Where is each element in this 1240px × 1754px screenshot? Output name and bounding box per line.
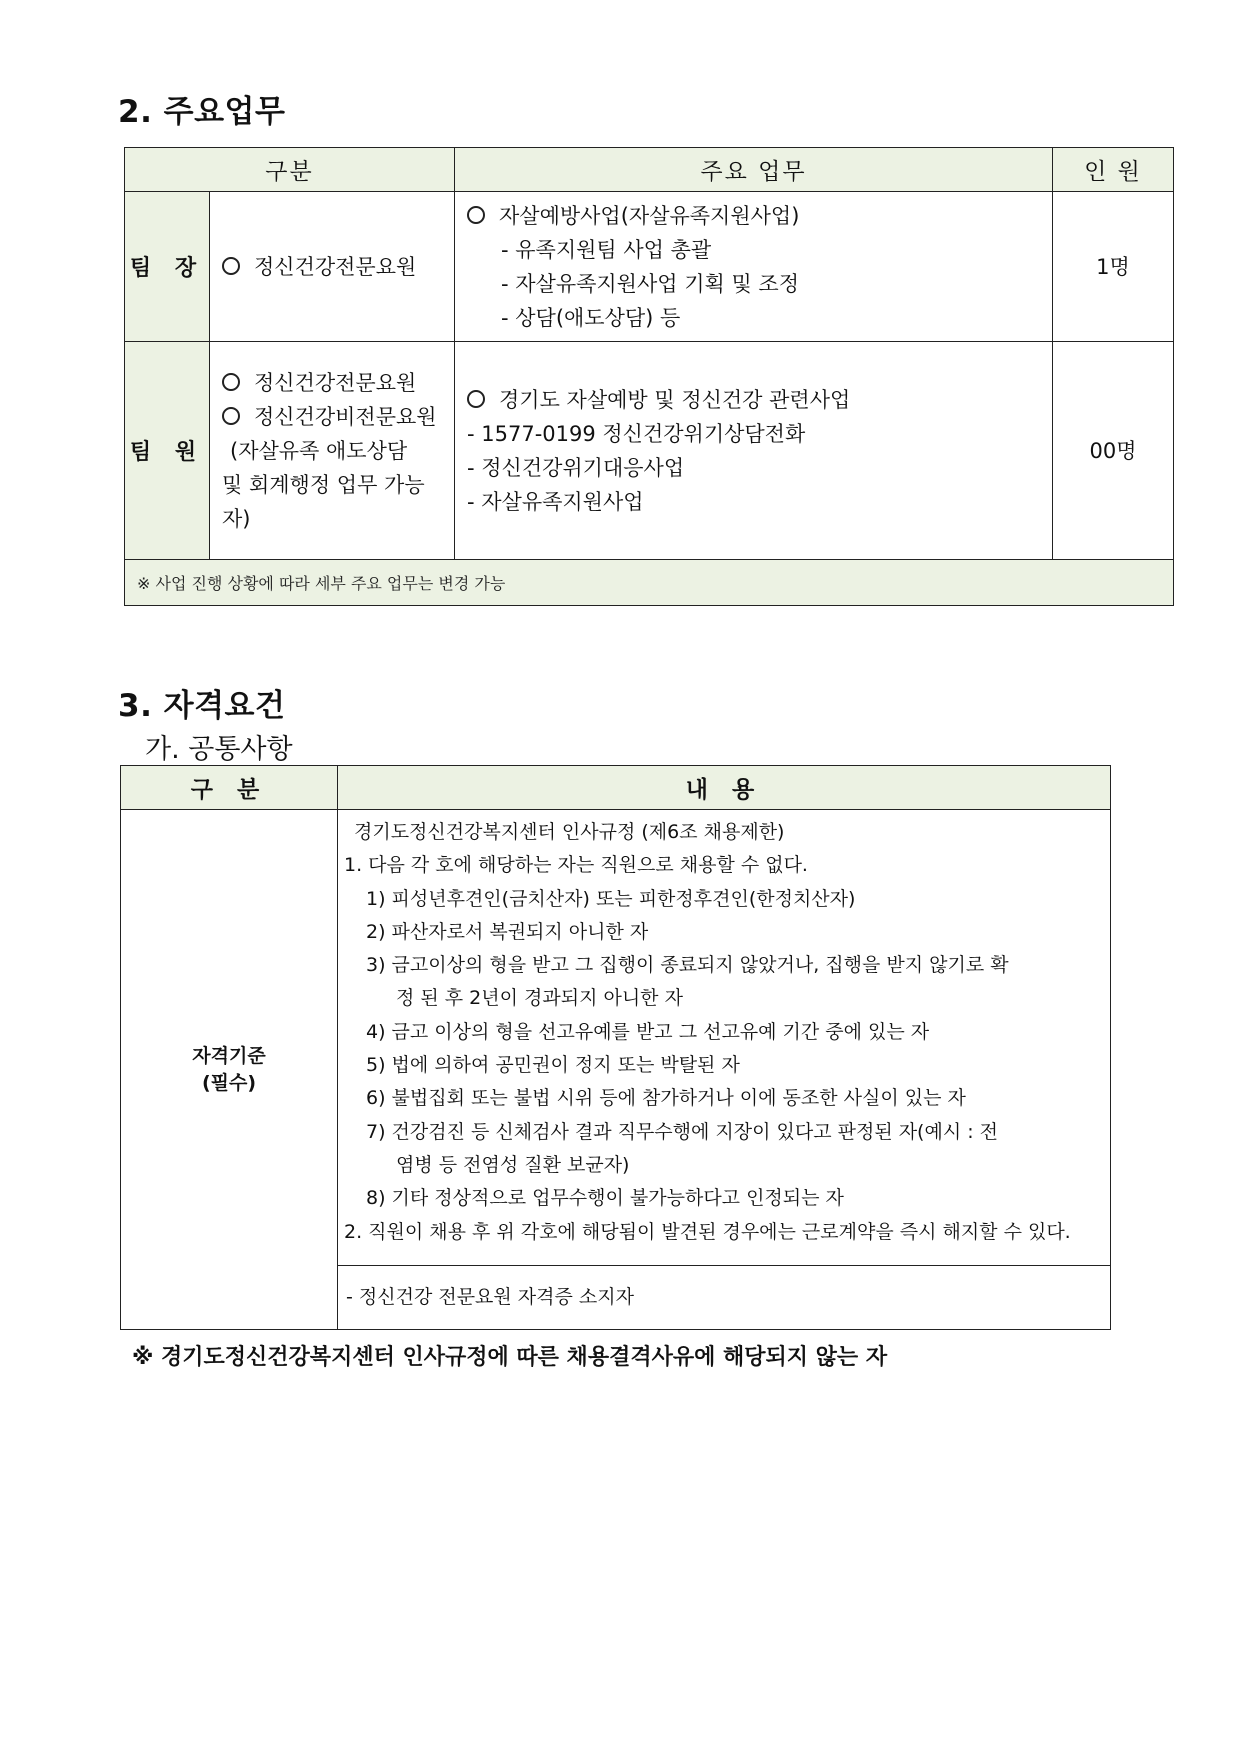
final-note: ※ 경기도정신건강복지센터 인사규정에 따른 채용결격사유에 해당되지 않는 자 xyxy=(132,1345,888,1370)
duty-item: - 1577-0199 정신건강위기상담전화 xyxy=(467,421,806,446)
duty-item: - 자살유족지원사업 xyxy=(467,489,644,514)
header-category: 구 분 xyxy=(121,766,338,810)
regulation-line: 정 된 후 2년이 경과되지 아니한 자 xyxy=(396,987,683,1010)
regulation-line: 4) 금고 이상의 형을 선고유예를 받고 그 선고유예 기간 중에 있는 자 xyxy=(366,1020,930,1043)
section3-subtitle: 가. 공통사항 xyxy=(145,734,293,765)
circle-bullet-icon xyxy=(222,407,240,425)
regulation-line: 2) 파산자로서 복권되지 아니한 자 xyxy=(366,920,649,943)
circle-bullet-icon xyxy=(467,206,485,224)
regulation-title: 경기도정신건강복지센터 인사규정 (제6조 채용제한) xyxy=(354,821,785,843)
table-row xyxy=(125,192,1174,342)
circle-bullet-icon xyxy=(222,373,240,391)
duty-main: 자살예방사업(자살유족지원사업) xyxy=(467,199,1052,233)
certificate-requirement: - 정신건강 전문요원 자격증 소지자 xyxy=(338,1266,1111,1330)
qualification-item: 정신건강전문요원 xyxy=(222,366,444,400)
circle-bullet-icon xyxy=(467,390,485,408)
header-duties: 주요 업무 xyxy=(455,148,1053,192)
duty-item: - 정신건강위기대응사업 xyxy=(467,455,685,480)
headcount-value: 1명 xyxy=(1053,192,1174,342)
qualification-table xyxy=(120,765,1111,1330)
duty-item: - 자살유족지원사업 기획 및 조정 xyxy=(501,271,799,296)
role-label: 팀 장 xyxy=(125,192,210,342)
qualification-note: 및 회계행정 업무 가능 xyxy=(222,472,425,497)
regulation-line: 5) 법에 의하여 공민권이 정지 또는 박탈된 자 xyxy=(366,1054,740,1077)
duties-table xyxy=(124,147,1174,606)
section2-title: 2. 주요업무 xyxy=(118,94,286,130)
duty-item: - 상담(애도상담) 등 xyxy=(501,305,681,330)
regulation-line: 1) 피성년후견인(금치산자) 또는 피한정후견인(한정치산자) xyxy=(366,887,856,910)
qualification-note: (자살유족 애도상담 xyxy=(230,438,408,463)
duty-item: - 유족지원팀 사업 총괄 xyxy=(501,237,712,262)
table-row xyxy=(121,810,1111,1266)
table-row xyxy=(125,342,1174,560)
regulation-line: 7) 건강검진 등 신체검사 결과 직무수행에 지장이 있다고 판정된 자(예시 : 전 xyxy=(366,1120,999,1143)
regulation-line: 6) 불법집회 또는 불법 시위 등에 참가하거나 이에 동조한 사실이 있는 자 xyxy=(366,1087,966,1110)
qualification-item: 정신건강비전문요원 xyxy=(222,400,444,434)
criteria-label-required: (필수) xyxy=(201,1071,257,1094)
headcount-value: 00명 xyxy=(1053,342,1174,560)
regulation-line: 2. 직원이 채용 후 위 각호에 해당됨이 발견된 경우에는 근로계약을 즉시 해지할 수 있다. xyxy=(344,1220,1071,1243)
regulation-line: 염병 등 전염성 질환 보균자) xyxy=(396,1153,630,1176)
table-note: ※ 사업 진행 상황에 따라 세부 주요 업무는 변경 가능 xyxy=(125,560,1174,606)
duty-main: 경기도 자살예방 및 정신건강 관련사업 xyxy=(467,383,1052,417)
criteria-label: 자격기준 xyxy=(192,1044,266,1067)
regulation-lines xyxy=(344,849,1110,1249)
regulation-line: 8) 기타 정상적으로 업무수행이 불가능하다고 인정되는 자 xyxy=(366,1187,844,1210)
qualification-note: 자) xyxy=(222,506,251,531)
circle-bullet-icon xyxy=(222,257,240,275)
header-content: 내 용 xyxy=(338,766,1111,810)
regulation-line: 1. 다음 각 호에 해당하는 자는 직원으로 채용할 수 없다. xyxy=(344,854,808,877)
section3-title: 3. 자격요건 xyxy=(118,688,286,724)
header-category: 구분 xyxy=(125,148,455,192)
role-label: 팀 원 xyxy=(125,342,210,560)
qualification-item: 정신건강전문요원 xyxy=(222,250,454,284)
header-headcount: 인 원 xyxy=(1053,148,1174,192)
regulation-line: 3) 금고이상의 형을 받고 그 집행이 종료되지 않았거나, 집행을 받지 않기로 확 xyxy=(366,954,1009,977)
